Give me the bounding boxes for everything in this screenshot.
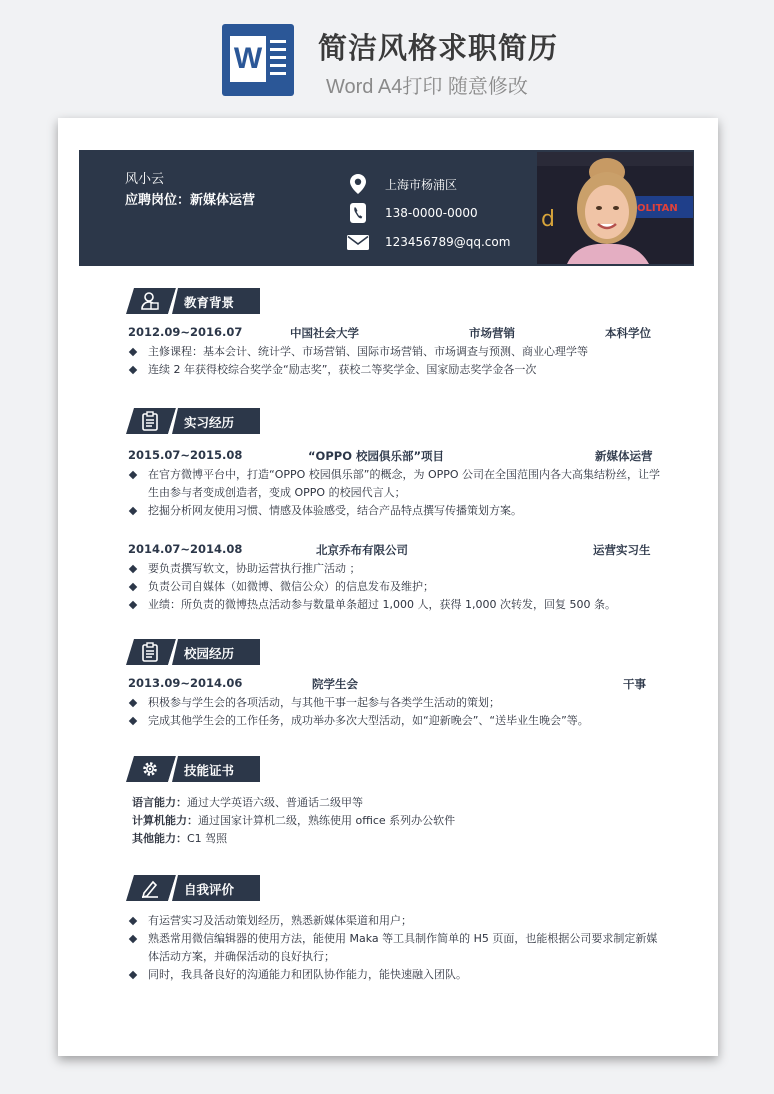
contact-address bbox=[347, 172, 457, 196]
list-item: 要负责撰写软文，协助运营执行推广活动 ； bbox=[128, 560, 668, 578]
list-item: 连续 2 年获得校综合奖学金“励志奖”，获校二等奖学金、国家励志奖学金各一次 bbox=[128, 361, 668, 379]
list-item: 同时，我具备良好的沟通能力和团队协作能力，能快速融入团队。 bbox=[128, 966, 668, 984]
skill-text: C1 驾照 bbox=[187, 832, 228, 845]
section-title: 校园经历 bbox=[184, 646, 235, 661]
address-text: 上海市杨浦区 bbox=[385, 177, 458, 192]
entry-org: “OPPO 校园俱乐部”项目 bbox=[308, 449, 445, 463]
internship-entry-header bbox=[128, 448, 653, 466]
self-evaluation-bullets bbox=[128, 912, 668, 984]
candidate-name: 风小云 bbox=[125, 172, 165, 187]
word-logo-letter: W bbox=[230, 36, 266, 82]
skill-language bbox=[132, 794, 363, 812]
email-text: 123456789@qq.com bbox=[385, 235, 511, 249]
photo-banner-text: OLITAN bbox=[637, 203, 678, 214]
profile-banner bbox=[79, 150, 694, 266]
clipboard-icon bbox=[140, 411, 160, 431]
promo-subtitle: Word A4打印 随意修改 bbox=[326, 76, 528, 98]
entry-date: 2012.09~2016.07 bbox=[128, 325, 243, 339]
skill-label: 其他能力： bbox=[132, 832, 187, 845]
internship-bullets bbox=[128, 560, 668, 614]
list-item: 主修课程：基本会计、统计学、市场营销、国际市场营销、市场调查与预测、商业心理学等 bbox=[128, 343, 668, 361]
profile-photo bbox=[537, 152, 693, 264]
internship-entry-header bbox=[128, 542, 650, 560]
word-logo-icon bbox=[222, 24, 294, 96]
phone-icon bbox=[347, 202, 369, 224]
section-header-internship bbox=[126, 408, 260, 434]
education-entry-header bbox=[128, 325, 650, 343]
promo-header bbox=[0, 0, 774, 110]
graduate-icon bbox=[140, 291, 160, 311]
campus-bullets bbox=[128, 694, 668, 730]
list-item: 完成其他学生会的工作任务，成功举办多次大型活动，如“迎新晚会”、“送毕业生晚会”等。 bbox=[128, 712, 668, 730]
contact-email bbox=[347, 230, 510, 254]
skill-text: 通过大学英语六级、普通话二级甲等 bbox=[187, 796, 363, 809]
list-item: 负责公司自媒体（如微博、微信公众）的信息发布及维护； bbox=[128, 578, 668, 596]
section-title: 技能证书 bbox=[184, 763, 235, 778]
entry-role: 运营实习生 bbox=[593, 543, 651, 557]
entry-org: 北京乔布有限公司 bbox=[316, 543, 408, 557]
entry-date: 2014.07~2014.08 bbox=[128, 542, 243, 556]
photo-sign-text: d bbox=[541, 207, 555, 232]
section-header-education bbox=[126, 288, 260, 314]
contact-phone bbox=[347, 201, 478, 225]
list-item: 积极参与学生会的各项活动，与其他干事一起参与各类学生活动的策划； bbox=[128, 694, 668, 712]
skill-computer bbox=[132, 812, 455, 830]
entry-major: 市场营销 bbox=[469, 326, 515, 340]
education-bullets bbox=[128, 343, 668, 379]
list-item: 熟悉常用微信编辑器的使用方法，能使用 Maka 等工具制作简单的 H5 页面，也能根据公司要求制定新媒体活动方案，并确保活动的良好执行； bbox=[128, 930, 668, 966]
applied-position: 应聘岗位：新媒体运营 bbox=[125, 193, 256, 208]
pen-icon bbox=[140, 878, 160, 898]
gear-icon bbox=[140, 759, 160, 779]
entry-date: 2015.07~2015.08 bbox=[128, 448, 243, 462]
entry-role: 新媒体运营 bbox=[595, 449, 653, 463]
phone-text: 138-0000-0000 bbox=[385, 206, 478, 220]
section-header-skills bbox=[126, 756, 260, 782]
entry-role: 本科学位 bbox=[605, 326, 651, 340]
list-item: 有运营实习及活动策划经历，熟悉新媒体渠道和用户； bbox=[128, 912, 668, 930]
list-item: 业绩：所负责的微博热点活动参与数量单条超过 1,000 人，获得 1,000 次转发，回复 500 条。 bbox=[128, 596, 668, 614]
list-item: 挖掘分析网友使用习惯、情感及体验感受，结合产品特点撰写传播策划方案。 bbox=[128, 502, 668, 520]
entry-date: 2013.09~2014.06 bbox=[128, 676, 243, 690]
entry-role: 干事 bbox=[623, 677, 646, 691]
clipboard-icon bbox=[140, 642, 160, 662]
section-header-campus bbox=[126, 639, 260, 665]
section-title: 自我评价 bbox=[184, 882, 235, 897]
section-title: 教育背景 bbox=[184, 295, 235, 310]
section-title: 实习经历 bbox=[184, 415, 235, 430]
location-pin-icon bbox=[347, 173, 369, 195]
list-item: 在官方微博平台中，打造“OPPO 校园俱乐部”的概念，为 OPPO 公司在全国范围内各大高集结粉丝，让学生由参与者变成创造者，变成 OPPO 的校园代言人； bbox=[128, 466, 668, 502]
skill-other bbox=[132, 830, 227, 848]
envelope-icon bbox=[347, 231, 369, 253]
resume-page bbox=[58, 118, 718, 1056]
campus-entry-header bbox=[128, 676, 650, 694]
section-header-self bbox=[126, 875, 260, 901]
entry-org: 院学生会 bbox=[312, 677, 358, 691]
skill-text: 通过国家计算机二级，熟练使用 office 系列办公软件 bbox=[198, 814, 456, 827]
entry-org: 中国社会大学 bbox=[290, 326, 359, 340]
skill-label: 计算机能力： bbox=[132, 814, 198, 827]
skill-label: 语言能力： bbox=[132, 796, 187, 809]
internship-bullets bbox=[128, 466, 668, 520]
promo-title: 简洁风格求职简历 bbox=[318, 31, 559, 65]
